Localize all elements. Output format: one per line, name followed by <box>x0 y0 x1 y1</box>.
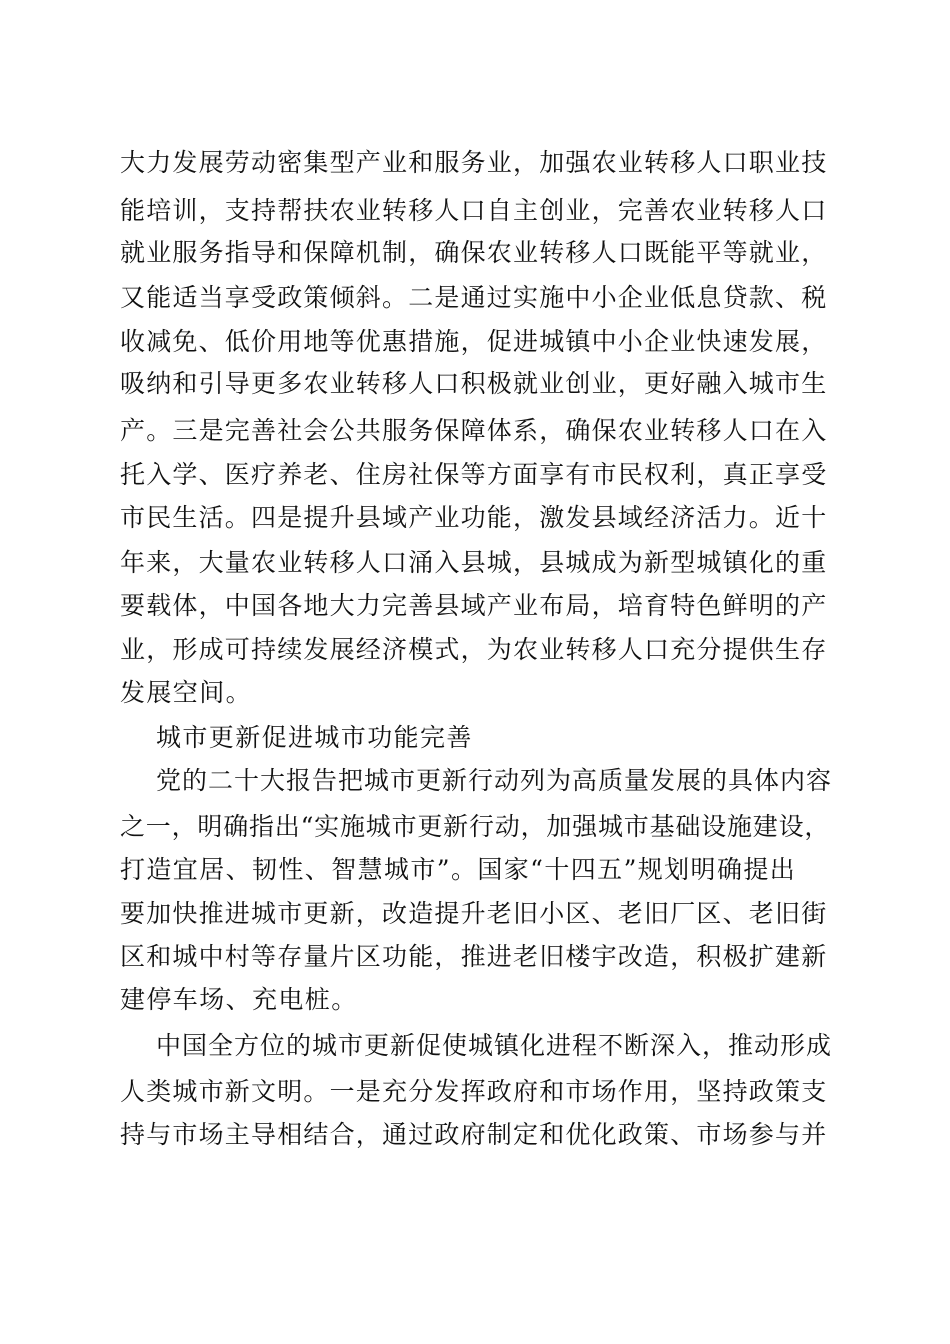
text-line: 要加快推进城市更新，改造提升老旧小区、老旧厂区、老旧街 <box>120 899 828 928</box>
text-line: 又能适当享受政策倾斜。二是通过实施中小企业低息贷款、税 <box>120 283 828 312</box>
text-line: 业，形成可持续发展经济模式，为农业转移人口充分提供生存 <box>120 635 828 664</box>
text-line: 人类城市新文明。一是充分发挥政府和市场作用，坚持政策支 <box>120 1077 828 1106</box>
text-line: 持与市场主导相结合，通过政府制定和优化政策、市场参与并 <box>120 1120 828 1149</box>
text-line: 能培训，支持帮扶农业转移人口自主创业，完善农业转移人口 <box>120 196 828 225</box>
text-line: 市民生活。四是提升县域产业功能，激发县域经济活力。近十 <box>120 503 828 532</box>
text-line: 年来，大量农业转移人口涌入县城，县城成为新型城镇化的重 <box>120 548 828 577</box>
text-line: 吸纳和引导更多农业转移人口积极就业创业，更好融入城市生 <box>120 369 828 398</box>
text-line: 打造宜居、韧性、智慧城市”。国家“十四五”规划明确提出 <box>120 855 797 884</box>
text-line: 大力发展劳动密集型产业和服务业，加强农业转移人口职业技 <box>120 148 828 177</box>
text-line: 托入学、医疗养老、住房社保等方面享有市民权利，真正享受 <box>120 460 828 489</box>
text-line: 之一，明确指出“实施城市更新行动，加强城市基础设施建设， <box>120 812 831 841</box>
text-line: 发展空间。 <box>120 678 253 707</box>
section-heading: 城市更新促进城市功能完善 <box>156 723 473 752</box>
text-line: 党的二十大报告把城市更新行动列为高质量发展的具体内容 <box>156 766 833 795</box>
text-line: 收减免、低价用地等优惠措施，促进城镇中小企业快速发展， <box>120 327 828 356</box>
text-line: 产。三是完善社会公共服务保障体系，确保农业转移人口在入 <box>120 416 828 445</box>
text-line: 就业服务指导和保障机制，确保农业转移人口既能平等就业， <box>120 238 828 267</box>
text-line: 要载体，中国各地大力完善县域产业布局，培育特色鲜明的产 <box>120 591 828 620</box>
text-line: 中国全方位的城市更新促使城镇化进程不断深入，推动形成 <box>156 1031 833 1060</box>
text-line: 区和城中村等存量片区功能，推进老旧楼宇改造，积极扩建新 <box>120 942 828 971</box>
text-line: 建停车场、充电桩。 <box>120 985 358 1014</box>
